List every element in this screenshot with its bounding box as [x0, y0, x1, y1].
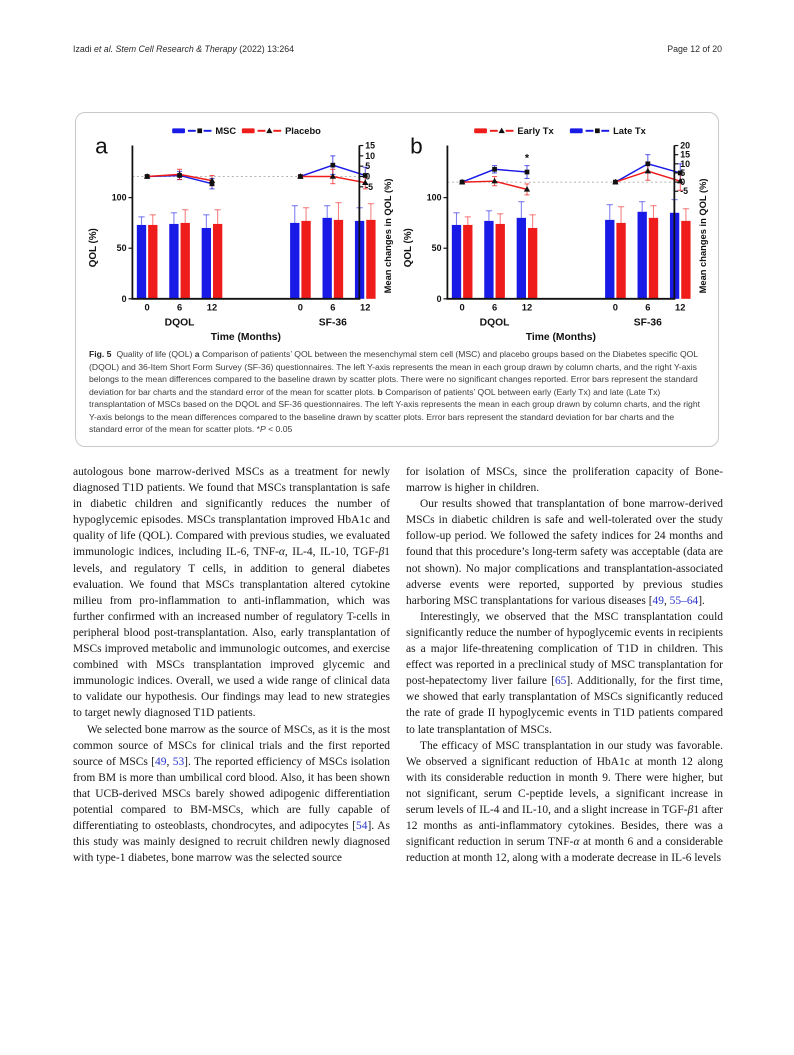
text-segment: We selected bone marrow as the source of MSCs, as it is the most common source of MSCs for clinical trials and the first reported source of MSCs [: [73, 723, 390, 768]
scatter-series: [144, 156, 371, 189]
section-label: DQOL: [164, 317, 195, 329]
paragraph: [406, 496, 723, 609]
text-segment: ]. As this study was mainly designed to recruit children newly diagnosed with type-1 diabetes, bone marrow was the selected source: [73, 820, 390, 865]
svg-text:Placebo: Placebo: [285, 126, 321, 137]
text-segment: Interestingly, we observed that the MSC transplantation could significantly reduce the number of hypoglycemic events in recipients as a major life-threatening complication of T1D in children. This effect was reported in a preclinical study of MSC transplantation for post-hepatectomy liver failure [: [406, 610, 723, 688]
figure-caption-text: [89, 349, 700, 434]
text-segment: ]. Additionally, for the first time, we showed that early transplantation of MSCs significantly reduced the rate of grade II hypoglycemic events in T1D patients compared to late transplantation of MSCs.: [406, 675, 723, 736]
text-segment: ,: [663, 594, 670, 607]
bar-series: [452, 200, 691, 299]
svg-text:0: 0: [121, 293, 127, 304]
svg-text:-5: -5: [680, 186, 689, 197]
section-label: DQOL: [479, 317, 510, 329]
figure-5: [75, 112, 719, 447]
panel-label: a: [95, 133, 108, 159]
text-segment: β: [687, 803, 694, 816]
text-segment: < 0.05: [265, 424, 293, 435]
citation-ref[interactable]: 53: [172, 755, 185, 768]
chart-root: [403, 126, 708, 343]
text-segment: , IL-4, IL-10, TGF-: [284, 546, 379, 559]
citation-ref[interactable]: 54: [356, 820, 368, 833]
text-segment: Izadi: [73, 44, 95, 54]
text-segment: autologous bone marrow-derived MSCs as a treatment for newly diagnosed T1D patients. We found that MSCs transplantation is safe in diabetic children and significantly reduces the number of hypoglycemic episodes. MSCs transplantation improved HbA1c and quality of life (QOL). Compared with previous studies, we evaluated immunologic indices, including IL-6, TNF-: [73, 466, 390, 559]
legend: [172, 126, 321, 136]
x-axis-title: Time (Months): [210, 332, 281, 344]
svg-text:100: 100: [426, 192, 442, 203]
svg-text:12: 12: [675, 302, 686, 313]
svg-text:0: 0: [297, 302, 304, 313]
svg-text:6: 6: [330, 302, 336, 313]
text-segment: 1 after 12 months as anti-inflammatory cytokines. Besides, there was a significant reduction in serum TNF-: [406, 803, 723, 849]
svg-text:15: 15: [680, 149, 691, 160]
text-segment: Our results showed that transplantation of bone marrow-derived MSCs in diabetic children is safe and well-tolerated over the study follow-up period. We followed the safety indices for 24 months and found that this procedure’s long-term safety was acceptable (data are not shown). No major complications and transplantation-associated adverse events were reported, supported by previous studies harboring MSC transplantations for various diseases [: [406, 498, 723, 607]
svg-text:MSC: MSC: [215, 126, 237, 137]
x-axis-title: Time (Months): [525, 332, 596, 344]
text-segment: at month 6 and a considerable reduction at month 12, along with a moderate decrease in IL-6 levels: [406, 836, 724, 865]
text-segment: ].: [698, 594, 705, 607]
text-segment: Comparison of patients’ QOL between early (Early Tx) and late (Late Tx) transplantation of MSCs based on the DQOL and SF-36 questionnaires. The left Y-axis represents the mean in each group drawn by column charts, and the right Y-axis belongs to the mean differences compared to the baseline drawn by scatter plots. Error bars represent the standard deviation for bar charts and the standard error of the mean for scatter plots. *: [89, 386, 700, 435]
svg-text:10: 10: [365, 150, 376, 161]
panel-label: b: [410, 133, 423, 159]
page-header: [73, 44, 722, 54]
page-number: Page 12 of 20: [667, 44, 722, 54]
article-body: [73, 464, 723, 866]
text-segment: ]. The reported efficiency of MSCs isolation from BM is more than umbilical cord blood. Also, it has been shown that UCB-derived MSCs barely showed adipogenic differentiation potential compared to BM-MSCs, which are fully capable of differentiating to osteoblasts, chondrocytes, and adipocytes [: [73, 755, 390, 833]
column-left: [73, 464, 390, 866]
svg-text:Late Tx: Late Tx: [613, 126, 646, 137]
left-axis-label: QOL (%): [403, 228, 415, 268]
text-segment: P: [260, 424, 266, 435]
figure-caption-label: Fig. 5: [89, 349, 112, 359]
right-axis-label: Mean changes in QOL (%): [382, 178, 393, 294]
bar-series: [137, 203, 376, 299]
paragraph: [73, 722, 390, 867]
citation-ref[interactable]: 49: [155, 755, 167, 768]
svg-text:12: 12: [206, 302, 218, 313]
svg-text:12: 12: [360, 302, 371, 313]
legend: [474, 126, 646, 136]
citation-ref[interactable]: 55–64: [669, 594, 699, 607]
text-segment: b: [377, 386, 383, 397]
text-segment: β: [378, 546, 385, 559]
section-label: SF-36: [633, 317, 662, 329]
text-segment: for isolation of MSCs, since the proliferation capacity of Bone-marrow is higher in children.: [406, 466, 723, 495]
text-segment: The efficacy of MSC transplantation in our study was favorable. We observed a significant reduction of HbA1c at month 12 along with its considerable reduction in month 9. There were higher, but not significant, serum C-peptide levels, a significant increase in serum levels of IL-4 and IL-10, and a slight increase in TGF-: [406, 739, 723, 816]
svg-text:0: 0: [144, 302, 150, 313]
text-segment: α: [573, 836, 580, 849]
text-segment: (2022) 13:264: [236, 44, 295, 54]
journal-citation: [73, 44, 294, 54]
chart-root: [88, 126, 393, 343]
text-segment: et al. Stem Cell Research & Therapy: [94, 44, 237, 54]
svg-text:50: 50: [431, 243, 442, 254]
svg-text:0: 0: [365, 171, 371, 182]
paragraph: [73, 464, 390, 722]
text-segment: α: [278, 546, 285, 559]
svg-text:0: 0: [612, 302, 619, 313]
column-right: [406, 464, 723, 866]
paragraph: [406, 464, 723, 496]
svg-text:5: 5: [680, 167, 686, 178]
figure-charts: [83, 120, 711, 344]
paragraph: [406, 738, 723, 867]
svg-text:50: 50: [116, 243, 127, 254]
text-segment: Comparison of patients’ QOL between the mesenchymal stem cell (MSC) and placebo groups based on the Diabetes specific QOL (DQOL) and 36-Item Short Form Survey (SF-36) questionnaires. The left Y-axis represents the mean in each group drawn by column charts, and the right Y-axis belongs to the mean differences compared to the baseline drawn by scatter plots. There were no significant changes reported. Error bars represent the standard deviation for bar charts and the standard error of the mean for scatter plots.: [89, 349, 698, 397]
chart-panel-a: [83, 120, 396, 344]
svg-text:6: 6: [491, 302, 498, 313]
svg-text:15: 15: [365, 140, 376, 151]
figure-caption: [83, 348, 711, 436]
svg-text:0: 0: [436, 293, 442, 304]
svg-text:Early Tx: Early Tx: [517, 126, 554, 137]
svg-text:0: 0: [459, 302, 465, 313]
svg-text:6: 6: [645, 302, 651, 313]
svg-text:5: 5: [365, 161, 371, 172]
chart-panel-b: [398, 120, 711, 344]
svg-text:12: 12: [521, 302, 533, 313]
svg-text:0: 0: [680, 177, 686, 188]
axes: [88, 140, 393, 343]
citation-ref[interactable]: 65: [554, 675, 567, 688]
svg-text:20: 20: [680, 140, 691, 151]
significance-asterisk: *: [524, 152, 530, 165]
text-segment: 1 levels, and regulatory T cells, in addition to general diabetes evaluation. We found that MSCs transplantation altered cytokine milieu from pro-inflammation to anti-inflammation, which was further confirmed with an increased number of regulatory T-cells in peripheral blood post-transplantation. Also, early transplantation of MSCs improved metabolic and immunologic outcomes, and exercise combined with MSCs transplantation improved glycemic and immunologic indices. Overall, we used a wide range of clinical data to validate our hypothesis. Our findings may lead to new strategies to target newly diagnosed T1D patients.: [73, 546, 390, 720]
text-segment: ,: [166, 755, 173, 768]
text-segment: a: [194, 349, 200, 359]
svg-text:6: 6: [176, 302, 183, 313]
citation-ref[interactable]: 49: [652, 594, 664, 607]
svg-text:100: 100: [111, 192, 127, 203]
left-axis-label: QOL (%): [88, 228, 100, 268]
axes: [403, 140, 708, 343]
paragraph: [406, 609, 723, 738]
right-axis-label: Mean changes in QOL (%): [697, 178, 708, 294]
section-label: SF-36: [318, 317, 347, 329]
text-segment: Quality of life (QOL): [116, 349, 195, 359]
svg-text:-5: -5: [365, 181, 374, 192]
svg-text:10: 10: [680, 158, 691, 169]
